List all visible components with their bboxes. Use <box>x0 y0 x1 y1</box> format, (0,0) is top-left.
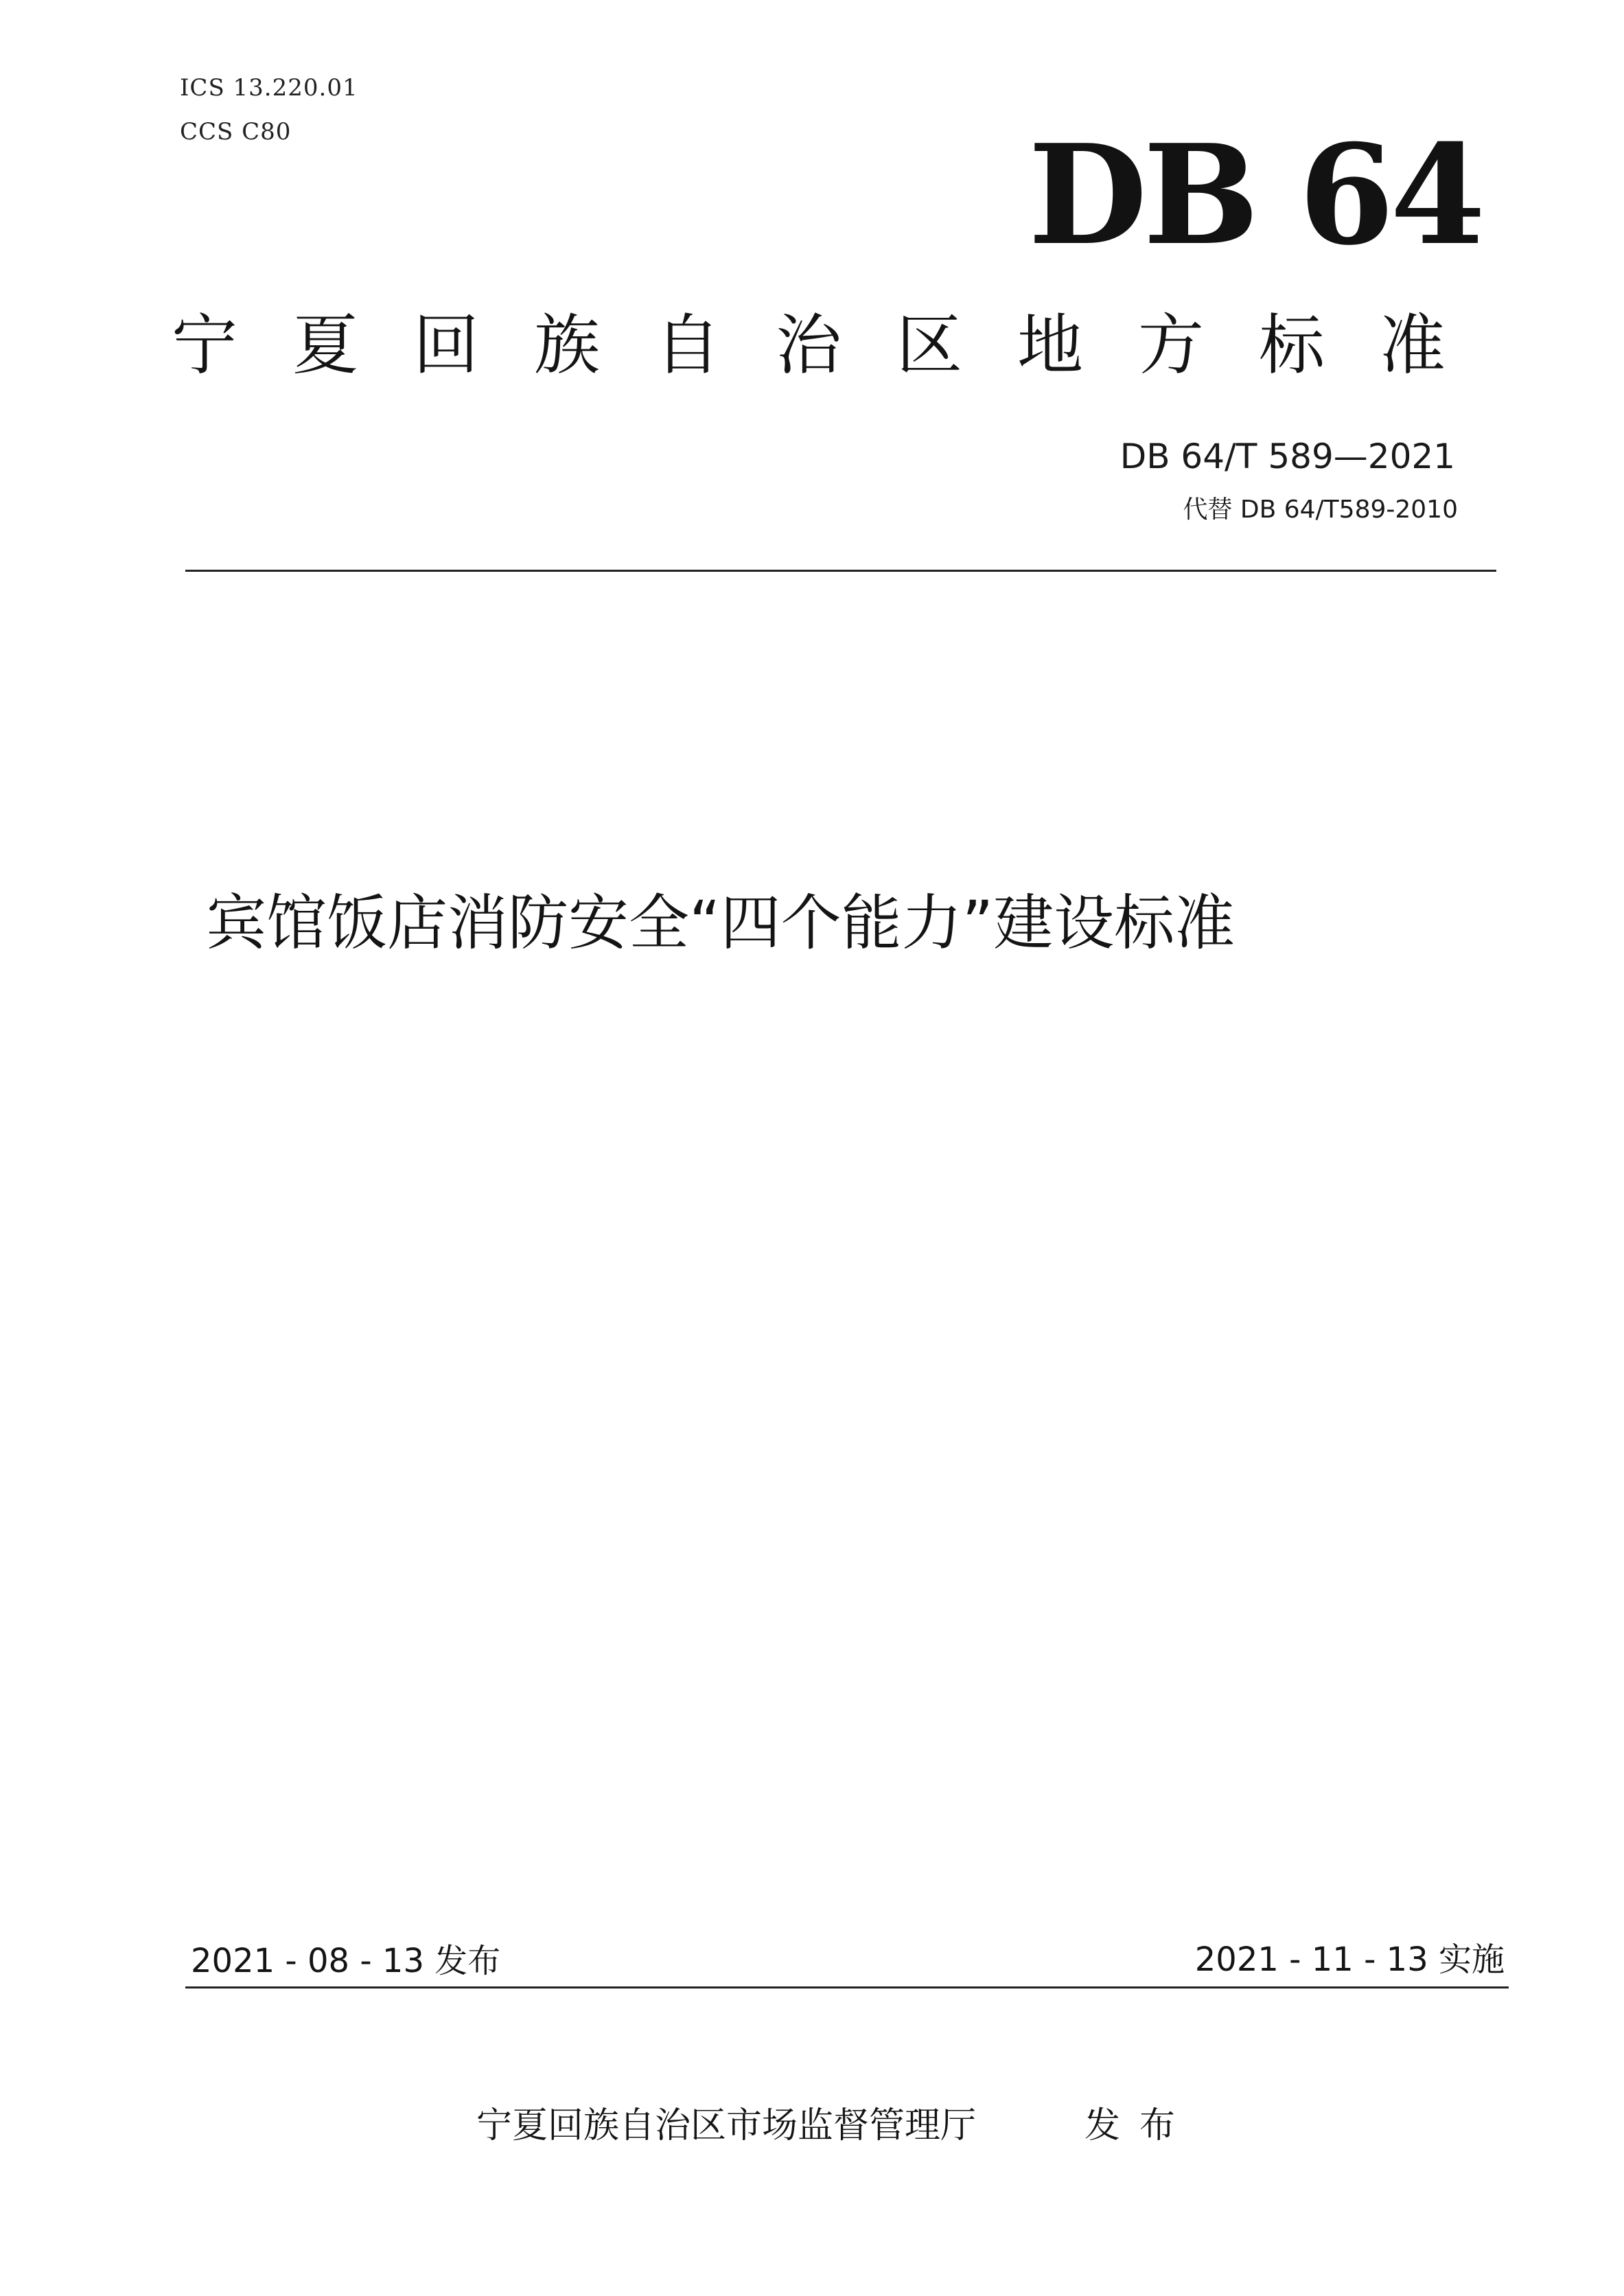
ics-code: ICS 13.220.01 <box>180 74 358 102</box>
issuing-label: 发布 <box>1084 2105 1195 2146</box>
bottom-divider <box>185 1986 1509 1988</box>
db64-logo: DB 64 <box>1028 115 1482 276</box>
issuing-authority: 宁夏回族自治区市场监督管理厅 <box>476 2105 977 2146</box>
document-title: 宾馆饭店消防安全“四个能力”建设标准 <box>206 888 1236 958</box>
top-divider <box>185 570 1496 572</box>
issue-date: 2021 - 08 - 13 发布 <box>191 1942 501 1980</box>
standard-code: DB 64/T 589—2021 <box>1120 437 1455 476</box>
standard-type-heading: 宁夏回族自治区地方标准 <box>172 307 1500 384</box>
ccs-code: CCS C80 <box>180 118 292 146</box>
replaces-standard: 代替 DB 64/T589-2010 <box>1183 496 1458 524</box>
implementation-date: 2021 - 11 - 13 实施 <box>1194 1940 1505 1979</box>
